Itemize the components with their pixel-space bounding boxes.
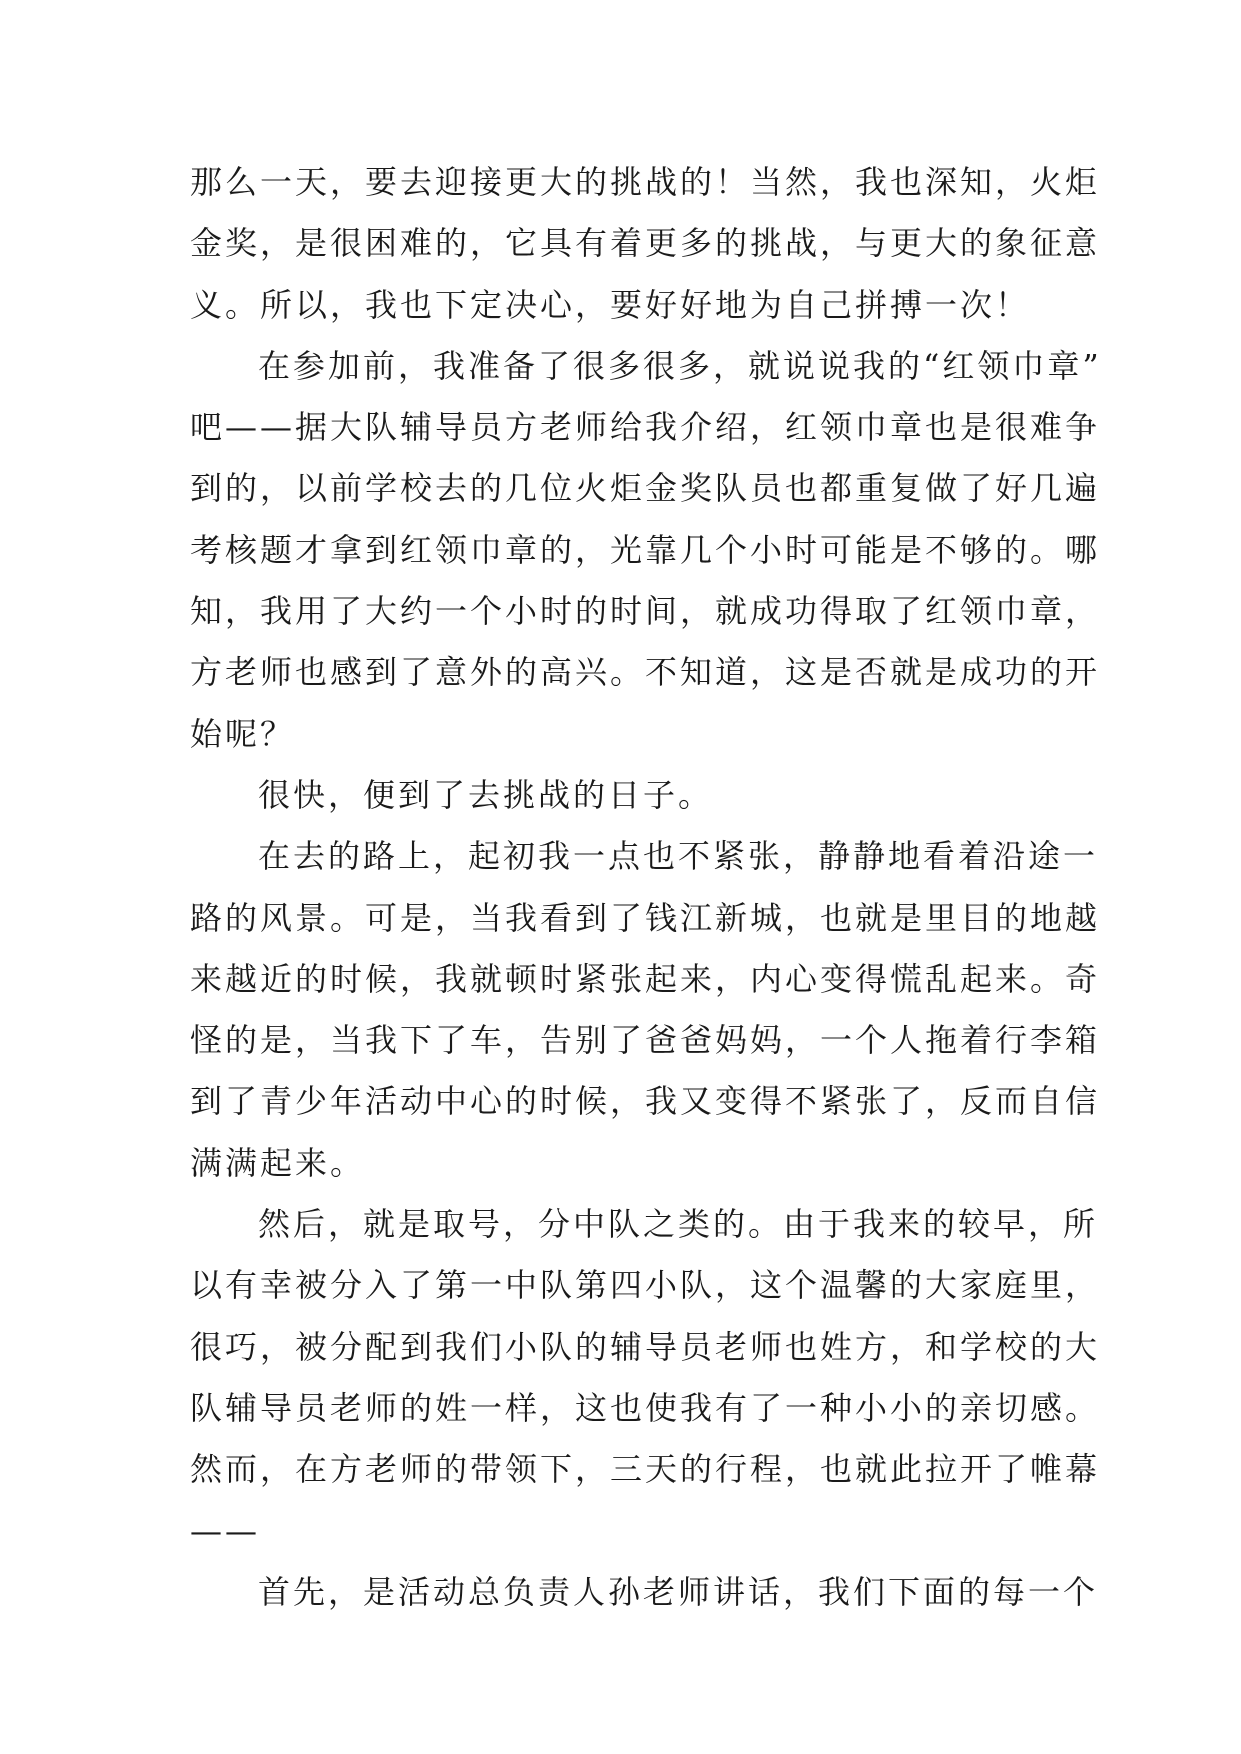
text-line: 怪的是，当我下了车，告别了爸爸妈妈，一个人拖着行李箱 bbox=[190, 1021, 1101, 1060]
text-line: 首先，是活动总负责人孙老师讲话，我们下面的每一个 bbox=[258, 1572, 1099, 1611]
text-line: 以有幸被分入了第一中队第四小队，这个温馨的大家庭里， bbox=[190, 1266, 1101, 1305]
text-line: 很巧，被分配到我们小队的辅导员老师也姓方，和学校的大 bbox=[190, 1327, 1101, 1366]
text-line: 始呢？ bbox=[190, 714, 296, 753]
text-line: 很快，便到了去挑战的日子。 bbox=[258, 775, 714, 814]
text-line: 路的风景。可是，当我看到了钱江新城，也就是里目的地越 bbox=[190, 898, 1101, 937]
text-line: 来越近的时候，我就顿时紧张起来，内心变得慌乱起来。奇 bbox=[190, 959, 1101, 998]
text-line: 吧——据大队辅导员方老师给我介绍，红领巾章也是很难争 bbox=[190, 408, 1101, 447]
text-line: 然而，在方老师的带领下，三天的行程，也就此拉开了帷幕 bbox=[190, 1450, 1101, 1489]
body-text bbox=[190, 152, 1102, 1623]
text-line: 满满起来。 bbox=[190, 1143, 366, 1182]
text-line: 在参加前，我准备了很多很多，就说说我的“红领巾章” bbox=[258, 346, 1102, 385]
text-line: 知，我用了大约一个小时的时间，就成功得取了红领巾章， bbox=[190, 592, 1101, 631]
text-line: —— bbox=[190, 1511, 260, 1550]
text-line: 队辅导员老师的姓一样，这也使我有了一种小小的亲切感。 bbox=[190, 1388, 1101, 1427]
text-line: 到了青少年活动中心的时候，我又变得不紧张了，反而自信 bbox=[190, 1082, 1101, 1121]
text-line: 方老师也感到了意外的高兴。不知道，这是否就是成功的开 bbox=[190, 653, 1101, 692]
text-line: 金奖，是很困难的，它具有着更多的挑战，与更大的象征意 bbox=[190, 224, 1101, 263]
text-line: 到的，以前学校去的几位火炬金奖队员也都重复做了好几遍 bbox=[190, 469, 1101, 508]
text-line: 义。所以，我也下定决心，要好好地为自己拼搏一次！ bbox=[190, 285, 1031, 324]
text-line: 在去的路上，起初我一点也不紧张，静静地看着沿途一 bbox=[258, 837, 1099, 876]
text-line: 考核题才拿到红领巾章的，光靠几个小时可能是不够的。哪 bbox=[190, 530, 1101, 569]
text-line: 然后，就是取号，分中队之类的。由于我来的较早，所 bbox=[258, 1205, 1099, 1244]
text-line: 那么一天，要去迎接更大的挑战的！当然，我也深知，火炬 bbox=[190, 163, 1101, 201]
